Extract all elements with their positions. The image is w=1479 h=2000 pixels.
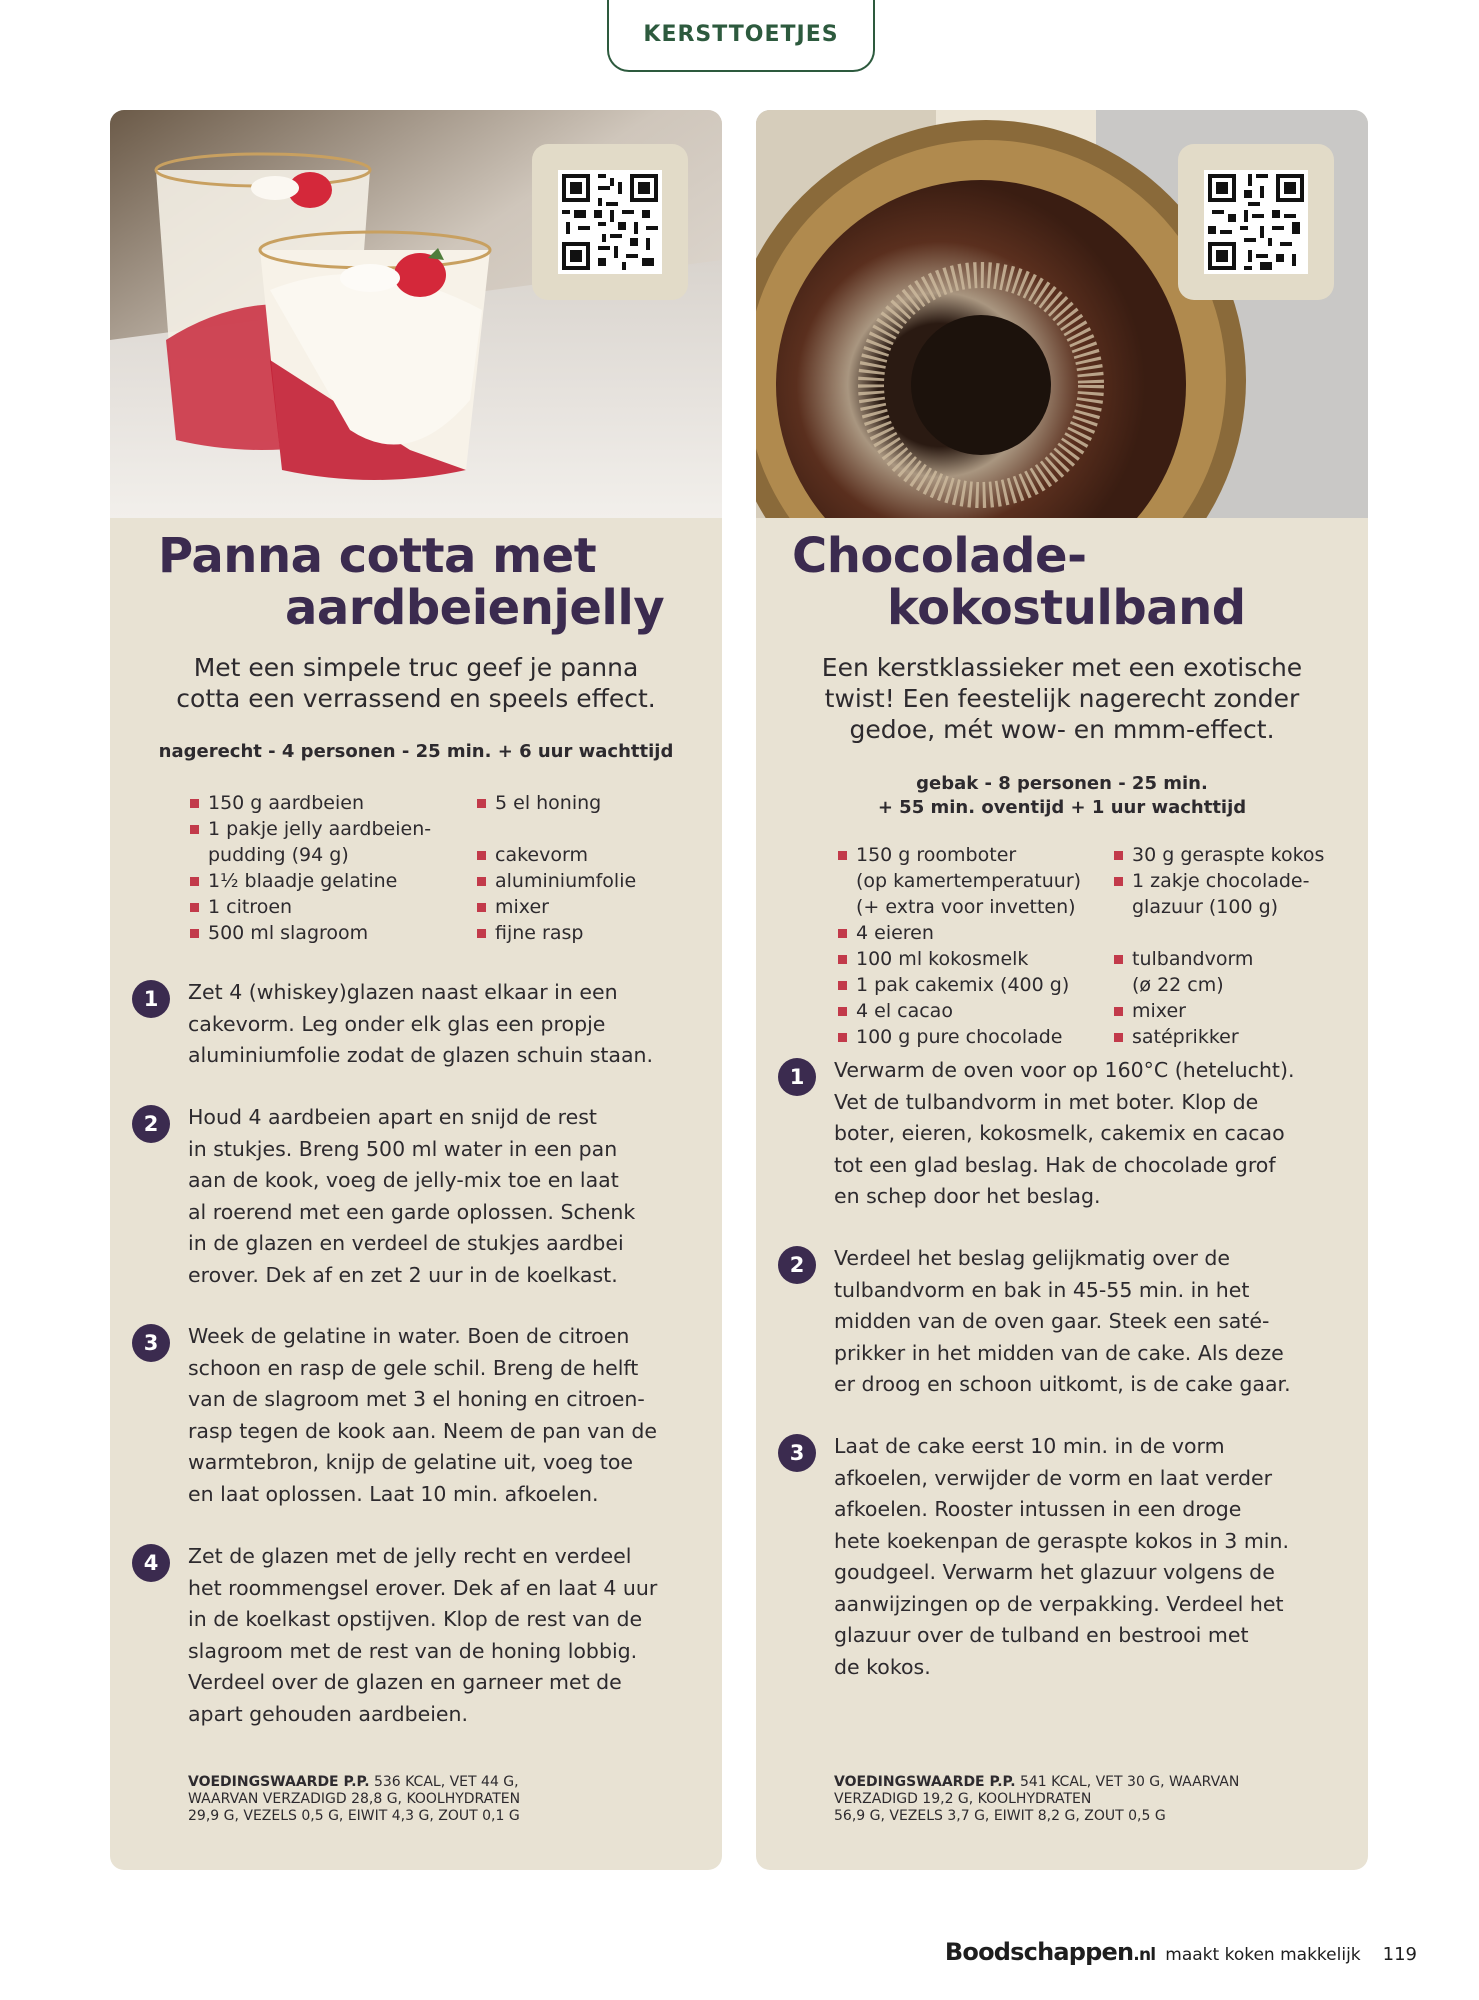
ingredient-item: 1 citroen	[190, 894, 431, 920]
step-line: en schep door het beslag.	[834, 1184, 1101, 1208]
qr-code-icon[interactable]	[558, 170, 662, 274]
step-line: schoon en rasp de gele schil. Breng de helft	[188, 1355, 639, 1380]
step-line: midden van de oven gaar. Steek een saté-	[834, 1309, 1270, 1333]
step-text	[188, 1541, 693, 1730]
tool-item: cakevorm	[477, 842, 636, 868]
ingredient-item-continued: pudding (94 g)	[208, 844, 349, 866]
step-line: Zet de glazen met de jelly recht en verdeel	[188, 1544, 632, 1568]
recipe-photo-panna-cotta	[110, 110, 722, 518]
page-number: 119	[1382, 1944, 1417, 1965]
step-number-badge: 3	[778, 1434, 816, 1472]
step-line: rasp tegen de kook aan. Neem de pan van de	[188, 1418, 657, 1443]
step-text	[834, 1243, 1339, 1401]
section-tab	[607, 0, 875, 72]
brand-tagline: maakt koken makkelijk	[1165, 1945, 1361, 1965]
step-text	[188, 1102, 693, 1291]
ingredient-item: 1 zakje chocolade-	[1114, 868, 1324, 894]
recipe-subtitle-line2: twist! Een feestelijk nagerecht zonder	[824, 684, 1300, 713]
step-line: Laat de cake eerst 10 min. in de vorm	[834, 1434, 1225, 1458]
ingredient-item: 100 ml kokosmelk	[838, 946, 1081, 972]
step-number-badge: 2	[132, 1105, 170, 1143]
step-line: afkoelen, verwijder de vorm en laat verder	[834, 1465, 1273, 1490]
step-line: er droog en schoon uitkomt, is de cake gaar.	[834, 1372, 1291, 1396]
step-line: aanwijzingen op de verpakking. Verdeel het	[834, 1591, 1284, 1616]
ingredient-item: 500 ml slagroom	[190, 920, 431, 946]
step-line: Vet de tulbandvorm in met boter. Klop de	[834, 1089, 1259, 1114]
step-number-badge: 1	[132, 980, 170, 1018]
step-line: Verdeel over de glazen en garneer met de	[188, 1670, 622, 1694]
nutrition-line: VERZADIGD 19,2 G, KOOLHYDRATEN	[834, 1791, 1092, 1807]
ingredient-item-continued: (+ extra voor invetten)	[856, 896, 1076, 918]
step-number-badge: 3	[132, 1324, 170, 1362]
recipe-card-tulband	[756, 110, 1368, 1870]
nutrition-info	[188, 1774, 688, 1825]
step-line: Houd 4 aardbeien apart en snijd de rest	[188, 1105, 597, 1129]
tool-item: aluminiumfolie	[477, 868, 636, 894]
step-number-badge: 1	[778, 1058, 816, 1096]
nutrition-label: VOEDINGSWAARDE P.P.	[834, 1774, 1016, 1790]
tool-item: fijne rasp	[477, 920, 636, 946]
step-line: afkoelen. Rooster intussen in een droge	[834, 1497, 1242, 1521]
step-line: in de koelkast opstijven. Klop de rest van de	[188, 1607, 643, 1631]
nutrition-label: VOEDINGSWAARDE P.P.	[188, 1774, 370, 1790]
step-line: hete koekenpan de geraspte kokos in 3 min.	[834, 1528, 1290, 1553]
step-line: boter, eieren, kokosmelk, cakemix en cacao	[834, 1121, 1285, 1145]
step-text	[834, 1431, 1339, 1683]
step-line: erover. Dek af en zet 2 uur in de koelkast.	[188, 1262, 618, 1287]
step-text	[188, 977, 693, 1072]
ingredient-item: 5 el honing	[477, 790, 636, 816]
step-line: tulbandvorm en bak in 45-55 min. in het	[834, 1277, 1250, 1302]
recipe-subtitle-line1: Een kerstklassieker met een exotische	[821, 653, 1303, 682]
step-line: van de slagroom met 3 el honing en citroen-	[188, 1387, 645, 1411]
step-line: in de glazen en verdeel de stukjes aardbei	[188, 1231, 624, 1255]
ingredient-list-left	[838, 842, 1081, 1050]
recipe-card-panna-cotta	[110, 110, 722, 1870]
qr-code-box[interactable]	[1178, 144, 1334, 300]
nutrition-line: WAARVAN VERZADIGD 28,8 G, KOOLHYDRATEN	[188, 1791, 521, 1807]
ingredient-item-continued: glazuur (100 g)	[1132, 896, 1279, 918]
step-line: slagroom met de rest van de honing lobbig.	[188, 1638, 638, 1663]
nutrition-line: 541 KCAL, VET 30 G, WAARVAN	[1019, 1774, 1240, 1790]
recipe-title-line1: Panna cotta met	[158, 528, 597, 584]
step-line: de kokos.	[834, 1654, 931, 1679]
recipe-subtitle-line2: cotta een verrassend en speels effect.	[176, 684, 656, 713]
recipe-photo-tulband	[756, 110, 1368, 518]
step-number-badge: 2	[778, 1246, 816, 1284]
ingredient-item: 30 g geraspte kokos	[1114, 842, 1324, 868]
section-tab-label: KERSTTOETJES	[643, 21, 839, 47]
step-line: cakevorm. Leg onder elk glas een propje	[188, 1011, 606, 1036]
step-text	[188, 1321, 693, 1510]
step-line: en laat oplossen. Laat 10 min. afkoelen.	[188, 1481, 599, 1506]
step-line: warmtebron, knijp de gelatine uit, voeg toe	[188, 1450, 634, 1474]
recipe-subtitle-line1: Met een simpele truc geef je panna	[193, 653, 639, 682]
tool-item-continued: (ø 22 cm)	[1132, 974, 1224, 996]
step-line: aan de kook, voeg de jelly-mix toe en laat	[188, 1168, 619, 1192]
tool-item: tulbandvorm	[1114, 946, 1324, 972]
ingredient-list-left	[190, 790, 431, 946]
ingredient-item: 100 g pure chocolade	[838, 1024, 1081, 1050]
brand-logo	[945, 1938, 1155, 1966]
ingredient-item-continued: (op kamertemperatuur)	[856, 870, 1082, 892]
step-line: prikker in het midden van de cake. Als deze	[834, 1340, 1284, 1365]
ingredient-item: 150 g roomboter	[838, 842, 1081, 868]
recipe-subtitle-line3: gedoe, mét wow- en mmm-effect.	[849, 715, 1275, 744]
step-line: Verdeel het beslag gelijkmatig over de	[834, 1246, 1231, 1270]
step-line: Week de gelatine in water. Boen de citroen	[188, 1324, 630, 1348]
page-footer	[945, 1938, 1417, 1966]
ingredient-item: 1 pak cakemix (400 g)	[838, 972, 1081, 998]
ingredient-list-right	[477, 790, 636, 946]
ingredient-item: 4 el cacao	[838, 998, 1081, 1024]
step-line: Verwarm de oven voor op 160°C (hetelucht).	[834, 1058, 1295, 1082]
ingredient-item: 4 eieren	[838, 920, 1081, 946]
step-line: aluminiumfolie zodat de glazen schuin staan.	[188, 1043, 654, 1067]
ingredient-item: 1 pakje jelly aardbeien-	[190, 816, 431, 842]
nutrition-line: 29,9 G, VEZELS 0,5 G, EIWIT 4,3 G, ZOUT 0,1 G	[188, 1808, 520, 1824]
step-number-badge: 4	[132, 1544, 170, 1582]
tool-item: mixer	[477, 894, 636, 920]
qr-code-icon[interactable]	[1204, 170, 1308, 274]
tool-item: mixer	[1114, 998, 1324, 1024]
recipe-title-line2: aardbeienjelly	[285, 580, 665, 636]
nutrition-line: 536 KCAL, VET 44 G,	[373, 1774, 519, 1790]
step-line: tot een glad beslag. Hak de chocolade grof	[834, 1152, 1276, 1177]
recipe-meta: nagerecht - 4 personen - 25 min. + 6 uur wachttijd	[158, 741, 674, 762]
nutrition-line: 56,9 G, VEZELS 3,7 G, EIWIT 8,2 G, ZOUT 0,5 G	[834, 1808, 1166, 1824]
ingredient-list-right	[1114, 842, 1324, 1050]
recipe-meta: + 55 min. oventijd + 1 uur wachttijd	[877, 797, 1247, 818]
recipe-title-line1: Chocolade-	[792, 528, 1087, 584]
nutrition-info	[834, 1774, 1334, 1825]
brand-tld: .nl	[1133, 1945, 1156, 1965]
recipe-title-line2: kokostulband	[887, 580, 1246, 636]
brand-name: Boodschappen	[944, 1938, 1134, 1966]
tool-item: satéprikker	[1114, 1024, 1324, 1050]
ingredient-item: 150 g aardbeien	[190, 790, 431, 816]
step-line: het roommengsel erover. Dek af en laat 4 uur	[188, 1575, 658, 1600]
step-line: Zet 4 (whiskey)glazen naast elkaar in een	[188, 980, 618, 1004]
ingredient-item: 1½ blaadje gelatine	[190, 868, 431, 894]
step-line: al roerend met een garde oplossen. Schenk	[188, 1199, 636, 1224]
step-line: in stukjes. Breng 500 ml water in een pan	[188, 1136, 618, 1161]
step-line: glazuur over de tulband en bestrooi met	[834, 1623, 1249, 1647]
qr-code-box[interactable]	[532, 144, 688, 300]
step-line: apart gehouden aardbeien.	[188, 1701, 469, 1726]
step-text	[834, 1055, 1339, 1213]
recipe-meta: gebak - 8 personen - 25 min.	[916, 773, 1208, 794]
step-line: goudgeel. Verwarm het glazuur volgens de	[834, 1560, 1275, 1584]
